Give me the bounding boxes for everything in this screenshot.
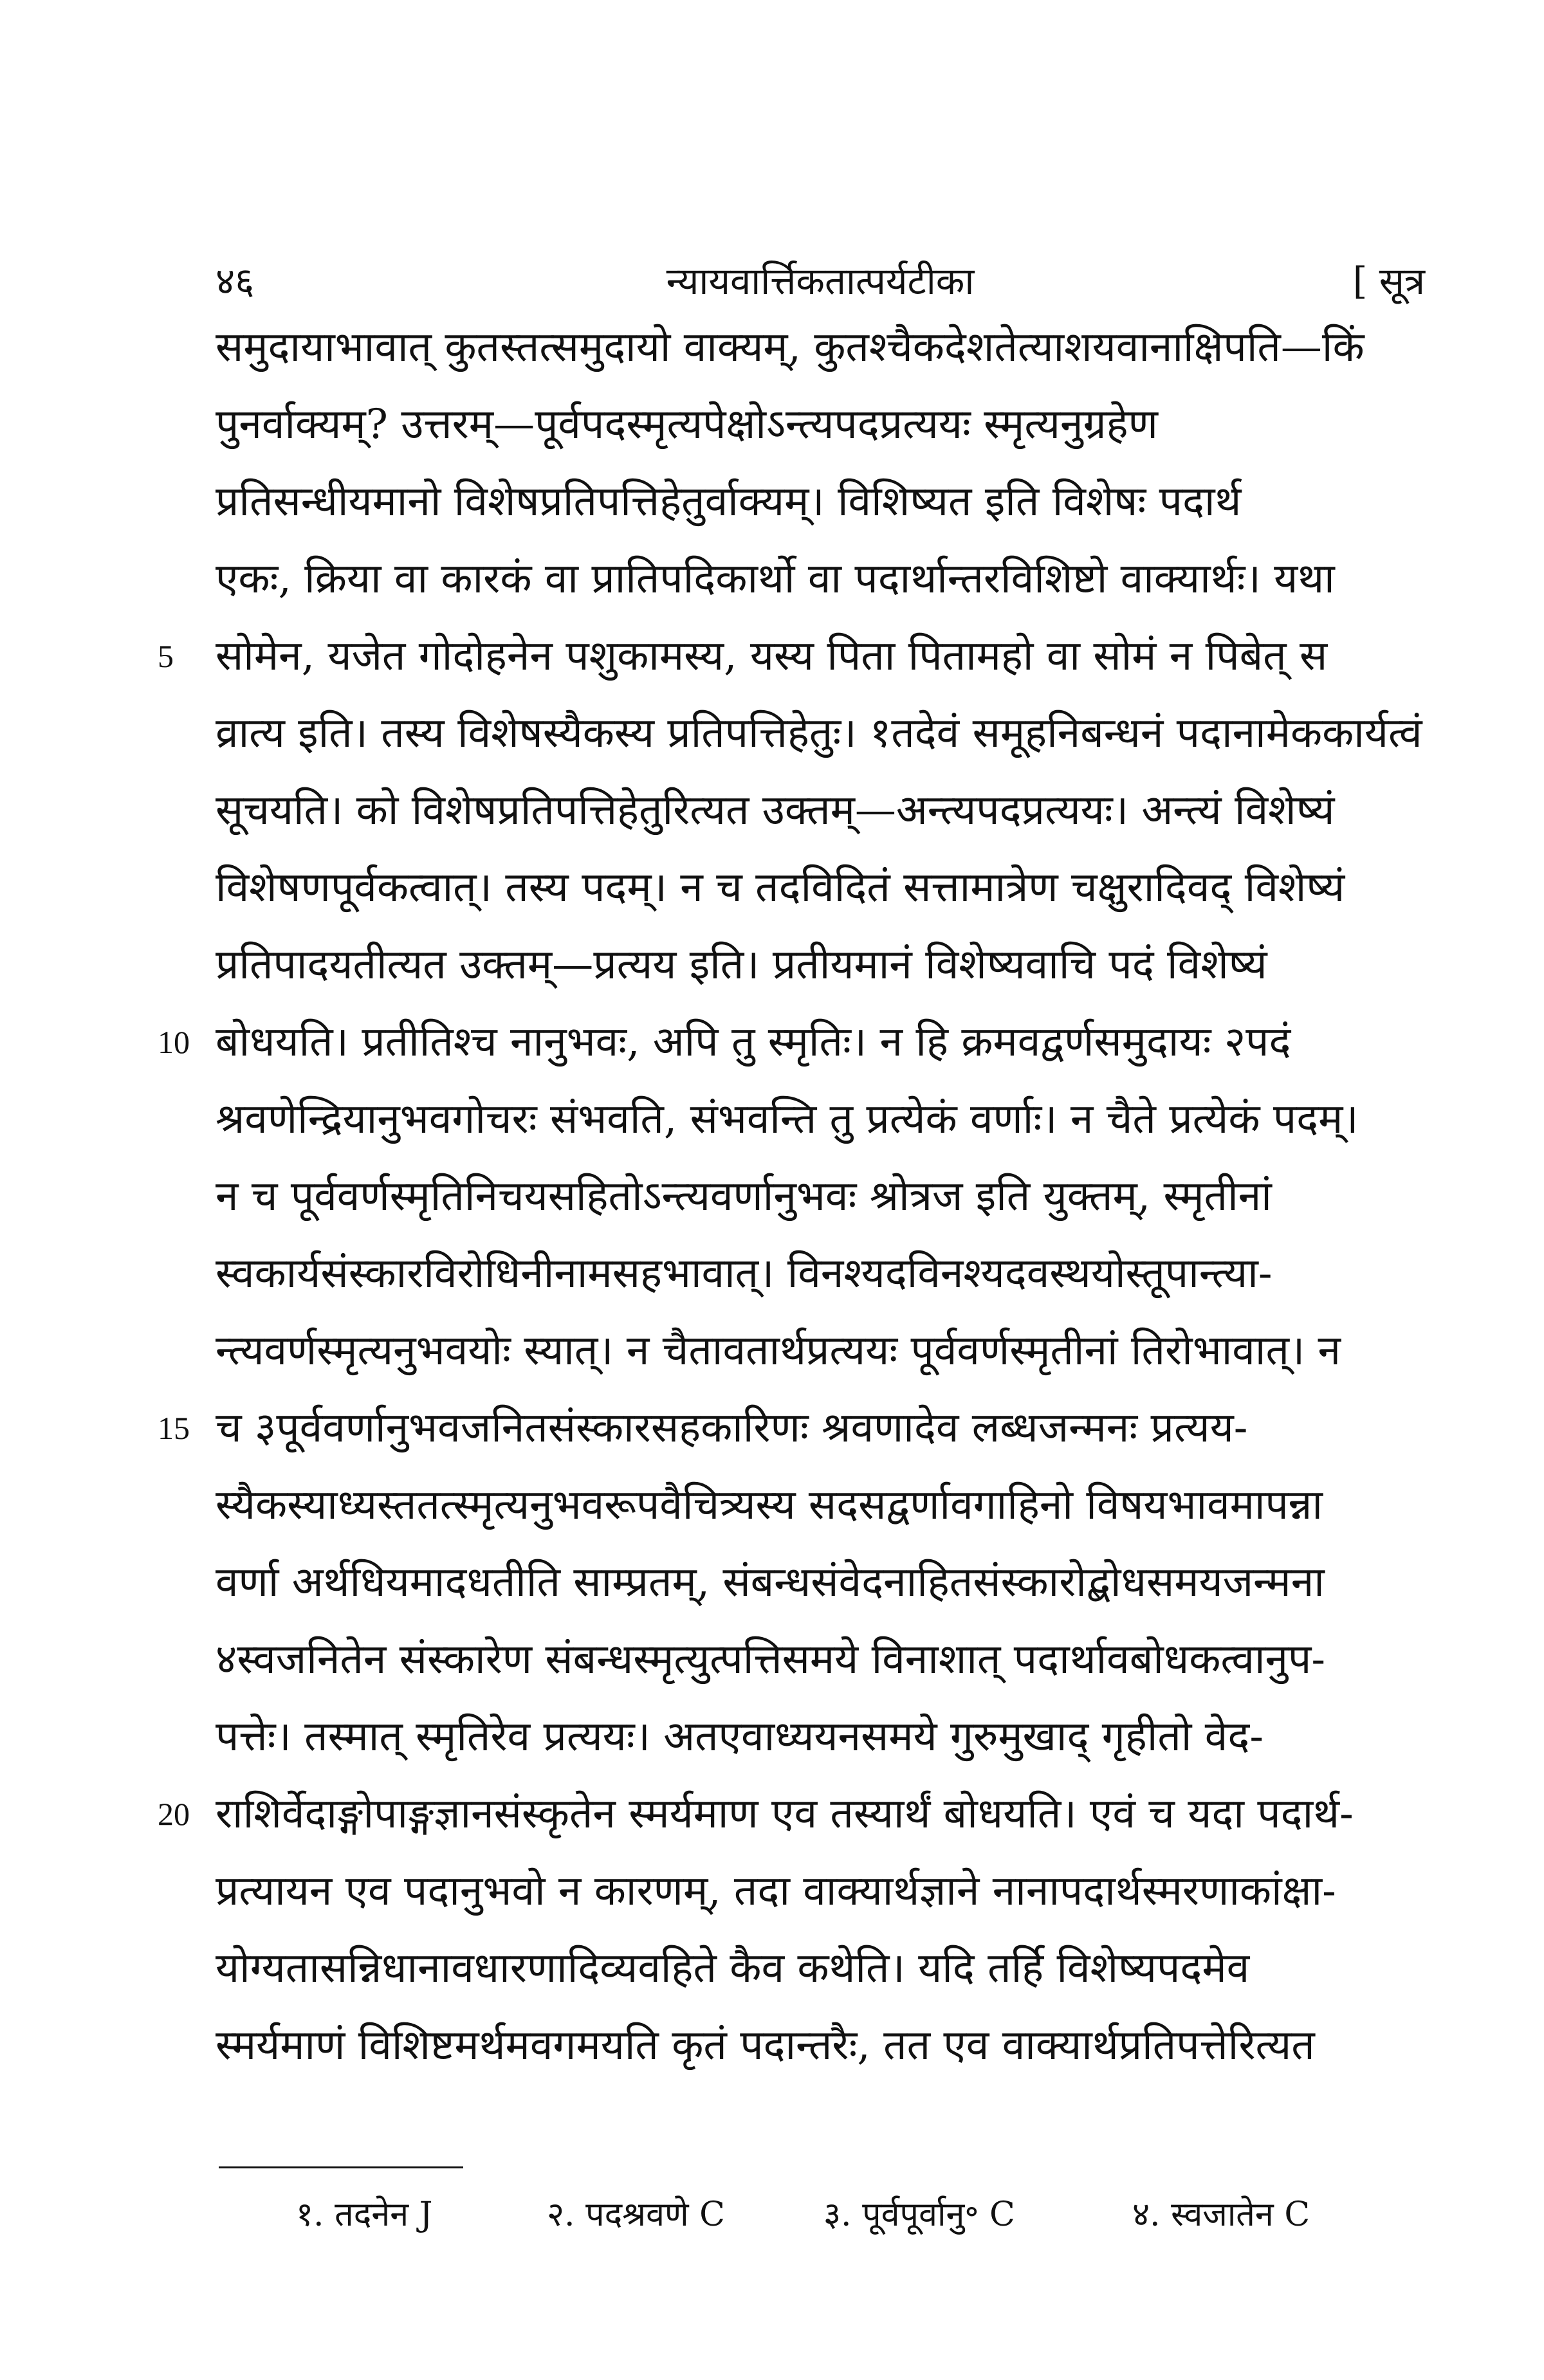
line-text: समुदायाभावात् कुतस्तत्समुदायो वाक्यम्, कुतश्चैकदेशतेत्याशयवानाक्षिपति—किं [216, 324, 1365, 371]
text-line [216, 463, 1425, 540]
text-line [216, 1621, 1425, 1698]
line-text: एकः, क्रिया वा कारकं वा प्रातिपदिकार्थो वा पदार्थान्तरविशिष्टो वाक्यार्थः। यथा [216, 555, 1335, 603]
line-text: योग्यतासन्निधानावधारणादिव्यवहिते कैव कथेति। यदि तर्हि विशेष्यपदमेव [216, 1945, 1250, 1992]
text-line [216, 1081, 1425, 1158]
text-line [216, 1853, 1425, 1930]
footnote-2: २. पदश्रवणे C [547, 2195, 725, 2234]
line-text: वर्णा अर्थधियमादधतीति साम्प्रतम्, संबन्धसंवेदनाहितसंस्कारोद्बोधसमयजन्मना [216, 1559, 1325, 1606]
text-line [216, 1312, 1425, 1389]
line-text: व्रात्य इति। तस्य विशेषस्यैकस्य प्रतिपत्तिहेतुः। १तदेवं समूहनिबन्धनं पदानामेककार्यत्वं [216, 709, 1422, 757]
line-number: 15 [158, 1410, 190, 1446]
text-line [216, 386, 1425, 463]
section-marker: [ सूत्र [1352, 259, 1425, 303]
text-line [216, 695, 1425, 772]
line-text: सूचयति। को विशेषप्रतिपत्तिहेतुरित्यत उक्तम्—अन्त्यपदप्रत्ययः। अन्त्यं विशेष्यं [216, 787, 1335, 834]
line-text: स्वकार्यसंस्कारविरोधिनीनामसहभावात्। विनश्यदविनश्यदवस्थयोस्तूपान्त्या- [216, 1250, 1273, 1297]
footnotes [296, 2190, 1428, 2248]
line-text: राशिर्वेदाङ्गोपाङ्गज्ञानसंस्कृतेन स्मर्यमाण एव तस्यार्थं बोधयति। एवं च यदा पदार्थ- [216, 1790, 1354, 1838]
text-line [158, 1389, 1425, 1467]
page-header [216, 254, 1425, 306]
text-line [216, 926, 1425, 1003]
line-text: प्रतिपादयतीत्यत उक्तम्—प्रत्यय इति। प्रतीयमानं विशेष्यवाचि पदं विशेष्यं [216, 941, 1267, 989]
line-text: प्रत्यायन एव पदानुभवो न कारणम्, तदा वाक्यार्थज्ञाने नानापदार्थस्मरणाकांक्षा- [216, 1867, 1336, 1915]
text-line [216, 1698, 1425, 1775]
footnote-4: ४. स्वजातेन C [1132, 2195, 1310, 2234]
line-text: बोधयति। प्रतीतिश्च नानुभवः, अपि तु स्मृतिः। न हि क्रमवद्वर्णसमुदायः २पदं [216, 1018, 1291, 1066]
line-number: 20 [158, 1796, 190, 1832]
text-line [216, 1544, 1425, 1621]
text-line [216, 772, 1425, 849]
line-text: स्यैकस्याध्यस्ततत्स्मृत्यनुभवरूपवैचित्र्यस्य सदसद्वर्णावगाहिनो विषयभावमापन्ना [216, 1481, 1323, 1529]
footnote-3: ३. पूर्वपूर्वानु॰ C [823, 2195, 1015, 2234]
text-line [216, 309, 1425, 386]
line-number: 10 [158, 1024, 190, 1060]
text-line [216, 1467, 1425, 1544]
line-text: पत्तेः। तस्मात् स्मृतिरेव प्रत्ययः। अतएवाध्ययनसमये गुरुमुखाद् गृहीतो वेद- [216, 1713, 1264, 1761]
text-line [216, 2007, 1425, 2084]
line-text: न्त्यवर्णस्मृत्यनुभवयोः स्यात्। न चैतावतार्थप्रत्ययः पूर्ववर्णस्मृतीनां तिरोभावात्। न [216, 1327, 1341, 1375]
line-text: पुनर्वाक्यम्? उत्तरम्—पूर्वपदस्मृत्यपेक्षोऽन्त्यपदप्रत्ययः स्मृत्यनुग्रहेण [216, 401, 1158, 448]
text-line [216, 540, 1425, 618]
line-text: प्रतिसन्धीयमानो विशेषप्रतिपत्तिहेतुर्वाक्यम्। विशिष्यत इति विशेषः पदार्थ [216, 478, 1242, 526]
line-text: सोमेन, यजेत गोदोहनेन पशुकामस्य, यस्य पिता पितामहो वा सोमं न पिबेत् स [216, 632, 1328, 680]
line-text: ४स्वजनितेन संस्कारेण संबन्धस्मृत्युत्पत्तिसमये विनाशात् पदार्थावबोधकत्वानुप- [216, 1636, 1326, 1683]
text-line [216, 1930, 1425, 2007]
line-number: 5 [158, 638, 174, 674]
text-line [216, 1235, 1425, 1312]
main-text [158, 309, 1425, 2084]
text-line [158, 1775, 1425, 1853]
text-line [158, 1003, 1425, 1081]
footnote-rule [219, 2166, 463, 2168]
line-text: विशेषणपूर्वकत्वात्। तस्य पदम्। न च तदविदितं सत्तामात्रेण चक्षुरादिवद् विशेष्यं [216, 864, 1345, 911]
line-text: स्मर्यमाणं विशिष्टमर्थमवगमयति कृतं पदान्तरैः, तत एव वाक्यार्थप्रतिपत्तेरित्यत [216, 2022, 1315, 2069]
running-title: न्यायवार्त्तिकतात्पर्यटीका [666, 259, 975, 303]
text-line [216, 849, 1425, 926]
footnote-1: १. तदनेन J [296, 2195, 433, 2234]
line-text: श्रवणेन्द्रियानुभवगोचरः संभवति, संभवन्ति तु प्रत्येकं वर्णाः। न चैते प्रत्येकं पदम्। [216, 1095, 1359, 1143]
page-number: ४६ [216, 259, 255, 303]
text-line [216, 1158, 1425, 1235]
line-text: च ३पूर्ववर्णानुभवजनितसंस्कारसहकारिणः श्रवणादेव लब्धजन्मनः प्रत्यय- [216, 1404, 1248, 1452]
text-line [158, 618, 1425, 695]
line-text: न च पूर्ववर्णस्मृतिनिचयसहितोऽन्त्यवर्णानुभवः श्रोत्रज इति युक्तम्, स्मृतीनां [216, 1173, 1272, 1220]
